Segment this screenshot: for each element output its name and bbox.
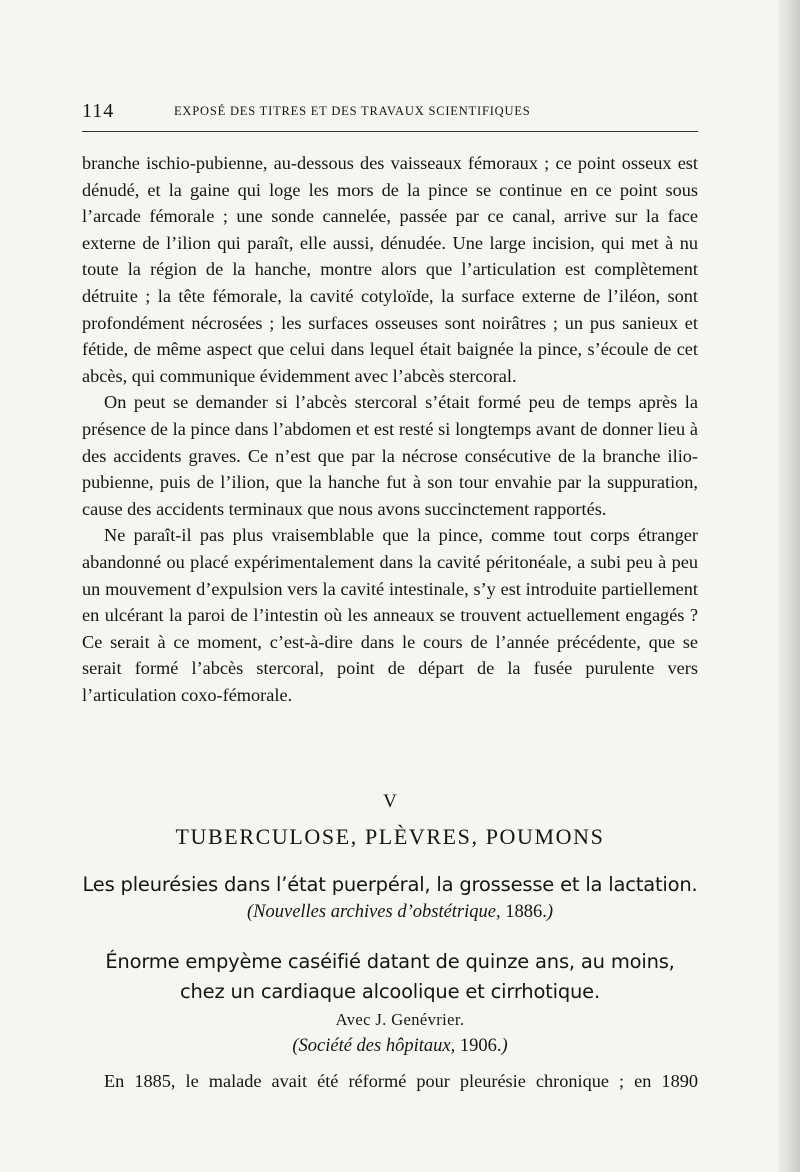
entry-source: (Nouvelles archives d’obstétrique, 1886.) [246,902,554,922]
source-year: 1886. [505,902,547,922]
page-header [82,100,698,124]
entry-title [60,870,720,900]
paragraph: branche ischio-pubienne, au-dessous des vaisseaux fémoraux ; ce point osseux est dénudé, et la gaine qui loge les mors de la pince se continue en ce point sous l’arcade fémorale ; une sonde cannelée, passée par ce canal, arrive sur la face externe de l’ilion qui paraît, elle aussi, dénudée. Une large incision, qui met à nu toute la région de la hanche, montre alors que l’articulation est complètement détruite ; la tête fémorale, la cavité cotyloïde, la surface externe de l’iléon, sont profondément nécrosées ; les surfaces osseuses sont noirâtres ; un pus sanieux et fétide, de même aspect que celui dans lequel était baignée la pince, s’écoule de cet abcès, qui communique évidemment avec l’abcès stercoral. [82,153,698,386]
running-head: EXPOSÉ DES TITRES ET DES TRAVAUX SCIENTIFIQUES [174,104,531,118]
body-text [82,150,698,708]
section-number: V [383,791,397,812]
entry-title-line: chez un cardiaque alcoolique et cirrhotique. [180,980,600,1003]
entry-title [60,947,720,1007]
header-rule [82,131,698,132]
page-number: 114 [82,100,115,122]
source-journal: Société des hôpitaux [298,1036,451,1056]
entry-title-line: Les pleurésies dans l’état puerpéral, la grossesse et la lactation. [82,873,698,896]
paragraph: On peut se demander si l’abcès stercoral s’était formé peu de temps après la présence de la pince dans l’abdomen et est resté si longtemps avant de donner lieu à des accidents graves. Ce n’est que par la nécrose consécutive de la branche ilio-pubienne, puis de l’ilion, que la hanche fut à son tour envahie par la suppuration, cause des accidents terminaux que nous avons succinctement rapportés. [82,392,698,519]
entry-authors: Avec J. Genévrier. [335,1010,465,1029]
paragraph: Ne paraît-il pas plus vraisemblable que la pince, comme tout corps étranger abandonné ou placé expérimentalement dans la cavité péritonéale, a subi peu à peu un mouvement d’expulsion vers la cavité intestinale, s’y est introduite partiellement en ulcérant la paroi de l’intestin où les anneaux se trouvent actuellement engagés ? Ce serait à ce moment, c’est-à-dire dans le cours de l’année précédente, que se serait formé l’abcès stercoral, point de départ de la fusée purulente vers l’articulation coxo-fémorale. [82,525,698,705]
section-title: TUBERCULOSE, PLÈVRES, POUMONS [175,824,605,849]
source-journal: Nouvelles archives d’obstétrique [253,902,496,922]
entry-title-line: Énorme empyème caséifié datant de quinze ans, au moins, [105,950,675,973]
page-edge-shadow [778,0,800,1172]
entry-source: (Société des hôpitaux, 1906.) [292,1036,508,1056]
source-year: 1906. [459,1036,502,1056]
paragraph-start: En 1885, le malade avait été réformé pour pleurésie chronique ; en 1890 [104,1071,698,1091]
